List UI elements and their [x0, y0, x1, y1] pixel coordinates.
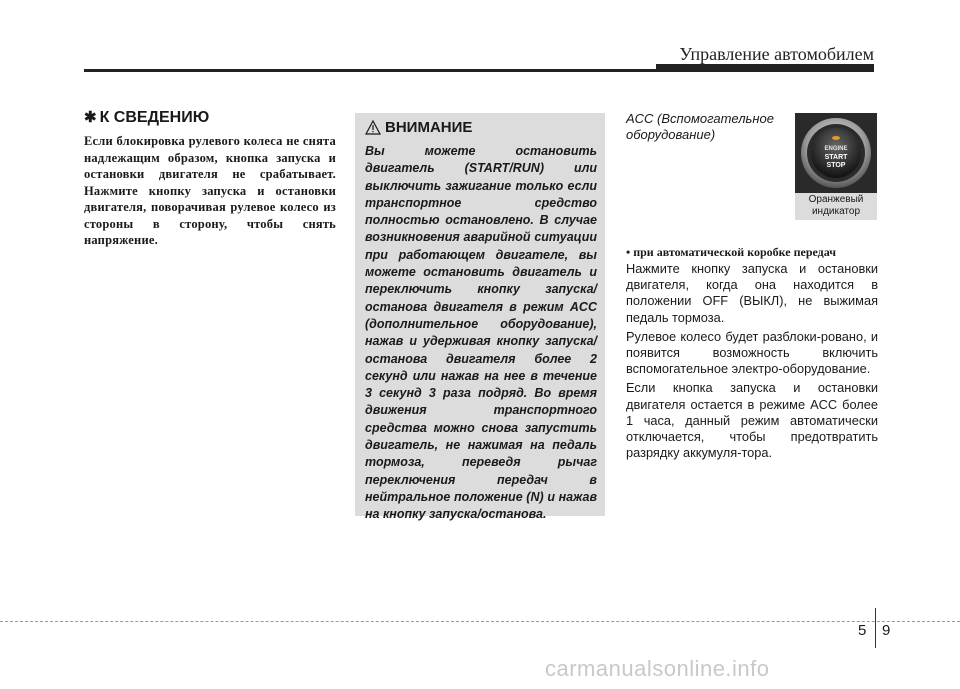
indicator-caption: Оранжевый индикатор — [808, 194, 864, 217]
footer-rule — [0, 621, 960, 622]
warning-title: ВНИМАНИЕ — [385, 119, 473, 136]
button-label-line: STOP — [826, 162, 846, 169]
acc-paragraph: Рулевое колесо будет разблоки-ровано, и появится возможность включить вспомогательное электро-оборудование. — [626, 328, 878, 377]
start-stop-button-illustration — [795, 113, 877, 220]
page-number-section: 5 — [858, 622, 867, 639]
warning-body: Вы можете остановить двигатель (START/RUN) или выключить зажигание только если транспортное средство полностью остановлено. В случае возникновения аварийной ситуации при работающем двигателе, вы можете остановить двигатель и переключить кнопку запуска/останова двигателя в режим ACC (дополнительное оборудование), нажав и удерживая кнопку запуска/останова двигателя более 2 секунд или нажав на нее в течение 3 секунд 3 раза подряд. Во время движения транспортного средства можно снова запустить двигатель, не нажимая на педаль тормоза, переведя рычаг переключения передач в нейтральное положение (N) и нажав на кнопку запуска/останова. — [365, 144, 597, 522]
engine-start-stop-button-icon — [795, 113, 877, 193]
note-column — [84, 108, 336, 249]
acc-title: ACC (Вспомогательное оборудование) — [626, 111, 774, 142]
acc-subheading: • при автоматической коробке передач — [626, 245, 837, 259]
page-number-page: 9 — [882, 622, 891, 639]
acc-body — [626, 261, 878, 464]
header-tab — [656, 64, 874, 72]
warning-box — [355, 113, 605, 522]
warning-triangle-icon — [365, 120, 381, 139]
acc-paragraph: Если кнопка запуска и остановки двигателя остается в режиме ACC более 1 часа, данный режим автоматически отключается, чтобы предотвратить разрядку аккумуля-тора. — [626, 380, 878, 461]
button-photo — [795, 113, 877, 193]
header-title: Управление автомобилем — [679, 44, 874, 64]
acc-paragraph: Нажмите кнопку запуска и остановки двигателя, когда она находится в положении OFF (ВЫКЛ), не выжимая педаль тормоза. — [626, 261, 878, 325]
note-title — [84, 108, 336, 127]
warning-heading — [365, 119, 472, 139]
asterisk-icon: ✱ — [84, 109, 97, 126]
button-label-line: START — [824, 154, 848, 161]
note-title-text: К СВЕДЕНИЮ — [99, 109, 210, 126]
note-body: Если блокировка рулевого колеса не снята надлежащим образом, кнопка запуска и остановки двигателя не срабатывает. Нажмите кнопку запуска и остановки двигателя, поворачивая рулевое колесо из стороны в сторону, чтобы снять напряжение. — [84, 134, 336, 247]
watermark: carmanualsonline.info — [545, 656, 770, 681]
button-label-line: ENGINE — [824, 146, 848, 152]
footer-divider — [875, 608, 876, 648]
